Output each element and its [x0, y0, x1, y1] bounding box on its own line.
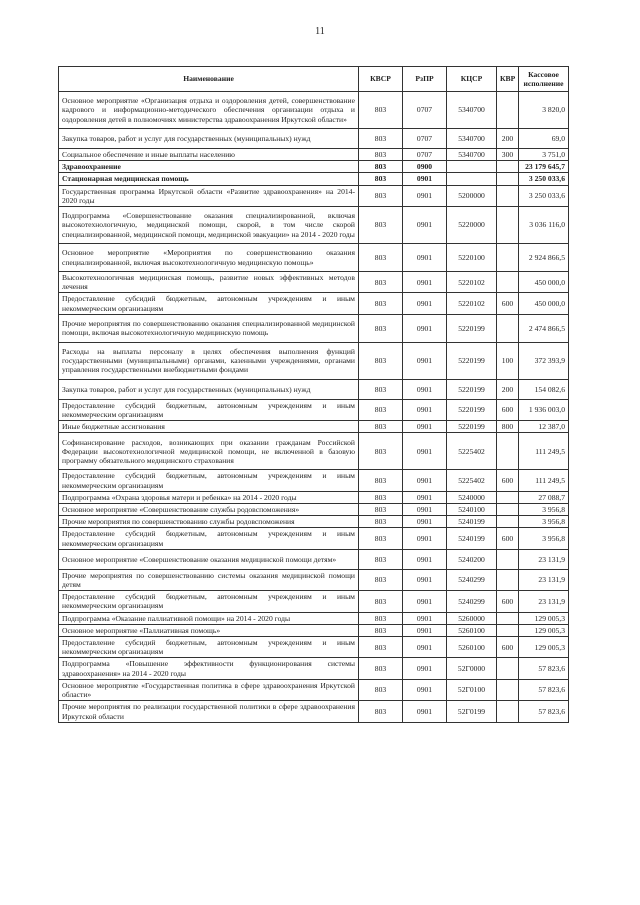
row-sum: 129 005,3	[519, 624, 569, 636]
row-kvr	[497, 161, 519, 173]
row-kcsr: 5220199	[447, 399, 497, 420]
row-kcsr: 5240200	[447, 549, 497, 569]
table-body	[59, 92, 569, 723]
table-row	[59, 433, 569, 470]
row-rzpr: 0901	[403, 272, 447, 293]
row-kvsr: 803	[359, 161, 403, 173]
row-sum: 3 956,8	[519, 504, 569, 516]
header-name: Наименование	[59, 67, 359, 92]
row-kcsr: 5240000	[447, 491, 497, 503]
row-rzpr: 0901	[403, 624, 447, 636]
row-kvr	[497, 272, 519, 293]
row-name: Прочие мероприятия по реализации государственной политики в сфере здравоохранения Иркутской области	[59, 701, 359, 722]
row-kvsr: 803	[359, 591, 403, 612]
table-row	[59, 637, 569, 658]
row-kvr	[497, 679, 519, 700]
row-rzpr: 0901	[403, 314, 447, 342]
table-row	[59, 244, 569, 272]
row-name: Государственная программа Иркутской области «Развитие здравоохранения» на 2014-2020 годы	[59, 185, 359, 206]
row-sum: 23 131,9	[519, 569, 569, 590]
row-kvsr: 803	[359, 516, 403, 528]
row-name: Закупка товаров, работ и услуг для государственных (муниципальных) нужд	[59, 379, 359, 399]
row-rzpr: 0901	[403, 637, 447, 658]
row-name: Предоставление субсидий бюджетным, автономным учреждениям и иным некоммерческим организациям	[59, 591, 359, 612]
row-kvr: 200	[497, 379, 519, 399]
row-rzpr: 0707	[403, 149, 447, 161]
table-row	[59, 161, 569, 173]
row-kvr	[497, 549, 519, 569]
row-kvsr: 803	[359, 701, 403, 722]
row-kvsr: 803	[359, 491, 403, 503]
row-kvsr: 803	[359, 379, 403, 399]
row-sum: 372 393,9	[519, 342, 569, 379]
row-sum: 3 956,8	[519, 528, 569, 549]
row-kcsr	[447, 173, 497, 185]
row-kvr: 600	[497, 470, 519, 491]
header-kvsr: КВСР	[359, 67, 403, 92]
row-kvr	[497, 624, 519, 636]
table-row	[59, 504, 569, 516]
table-row	[59, 272, 569, 293]
row-kvsr: 803	[359, 421, 403, 433]
row-kvr	[497, 433, 519, 470]
row-sum: 23 131,9	[519, 549, 569, 569]
row-sum: 27 088,7	[519, 491, 569, 503]
row-sum: 1 936 003,0	[519, 399, 569, 420]
row-sum: 57 823,6	[519, 701, 569, 722]
row-name: Предоставление субсидий бюджетным, автономным учреждениям и иным некоммерческим организациям	[59, 293, 359, 314]
table-row	[59, 549, 569, 569]
row-kcsr: 5225402	[447, 433, 497, 470]
table-row	[59, 491, 569, 503]
row-name: Основное мероприятие «Государственная политика в сфере здравоохранения Иркутской области»	[59, 679, 359, 700]
row-rzpr: 0707	[403, 92, 447, 129]
row-sum: 3 036 116,0	[519, 207, 569, 244]
row-kvr	[497, 92, 519, 129]
row-kcsr: 52Г0199	[447, 701, 497, 722]
row-sum: 3 250 033,6	[519, 185, 569, 206]
row-kvr: 800	[497, 421, 519, 433]
page-number: 11	[315, 26, 325, 37]
row-kvr	[497, 569, 519, 590]
row-kvr	[497, 314, 519, 342]
row-kvsr: 803	[359, 293, 403, 314]
row-name: Основное мероприятие «Совершенствование службы родовспоможения»	[59, 504, 359, 516]
table-row	[59, 314, 569, 342]
row-rzpr: 0901	[403, 470, 447, 491]
row-kcsr: 5260000	[447, 612, 497, 624]
row-kvsr: 803	[359, 433, 403, 470]
row-sum: 57 823,6	[519, 679, 569, 700]
table-row	[59, 399, 569, 420]
row-kcsr: 5220199	[447, 342, 497, 379]
row-kcsr: 5220102	[447, 272, 497, 293]
row-sum: 450 000,0	[519, 272, 569, 293]
table-row	[59, 528, 569, 549]
table-row	[59, 569, 569, 590]
row-kvsr: 803	[359, 149, 403, 161]
row-kvr: 600	[497, 637, 519, 658]
table-row	[59, 701, 569, 722]
row-kvsr: 803	[359, 528, 403, 549]
row-name: Расходы на выплаты персоналу в целях обеспечения выполнения функций государственными (муниципальными) органами, казенными учреждениями, органами управления государственными внебюджетными фондами	[59, 342, 359, 379]
row-name: Основное мероприятие «Паллиативная помощь»	[59, 624, 359, 636]
row-kvr: 600	[497, 591, 519, 612]
row-name: Подпрограмма «Оказание паллиативной помощи» на 2014 - 2020 годы	[59, 612, 359, 624]
row-rzpr: 0901	[403, 379, 447, 399]
table-row	[59, 421, 569, 433]
row-rzpr: 0901	[403, 516, 447, 528]
row-name: Предоставление субсидий бюджетным, автономным учреждениям и иным некоммерческим организациям	[59, 470, 359, 491]
row-sum: 3 820,0	[519, 92, 569, 129]
table-row	[59, 624, 569, 636]
row-kvsr: 803	[359, 504, 403, 516]
row-name: Высокотехнологичная медицинская помощь, развитие новых эффективных методов лечения	[59, 272, 359, 293]
row-rzpr: 0901	[403, 658, 447, 679]
row-name: Прочие мероприятия по совершенствованию оказания специализированной медицинской помощи, включая высокотехнологичную медицинскую помощь	[59, 314, 359, 342]
row-name: Иные бюджетные ассигнования	[59, 421, 359, 433]
row-kvr	[497, 612, 519, 624]
row-rzpr: 0900	[403, 161, 447, 173]
table-row	[59, 293, 569, 314]
row-sum: 111 249,5	[519, 433, 569, 470]
row-rzpr: 0901	[403, 185, 447, 206]
row-kvr	[497, 173, 519, 185]
row-rzpr: 0901	[403, 679, 447, 700]
row-kcsr: 5260100	[447, 637, 497, 658]
table-row	[59, 379, 569, 399]
row-kvsr: 803	[359, 272, 403, 293]
row-kvsr: 803	[359, 314, 403, 342]
row-sum: 12 387,0	[519, 421, 569, 433]
row-sum: 154 082,6	[519, 379, 569, 399]
row-name: Прочие мероприятия по совершенствованию службы родовспоможения	[59, 516, 359, 528]
row-kcsr: 5200000	[447, 185, 497, 206]
row-kvsr: 803	[359, 129, 403, 149]
row-name: Предоставление субсидий бюджетным, автономным учреждениям и иным некоммерческим организациям	[59, 528, 359, 549]
row-kcsr: 5340700	[447, 92, 497, 129]
row-name: Подпрограмма «Повышение эффективности функционирования системы здравоохранения» на 2014 - 2020 годы	[59, 658, 359, 679]
row-name: Закупка товаров, работ и услуг для государственных (муниципальных) нужд	[59, 129, 359, 149]
row-name: Предоставление субсидий бюджетным, автономным учреждениям и иным некоммерческим организациям	[59, 399, 359, 420]
table-row	[59, 658, 569, 679]
row-rzpr: 0901	[403, 173, 447, 185]
table-header-row	[59, 67, 569, 92]
row-name: Подпрограмма «Охрана здоровья матери и ребенка» на 2014 - 2020 годы	[59, 491, 359, 503]
row-kvr	[497, 185, 519, 206]
row-sum: 3 751,0	[519, 149, 569, 161]
row-kcsr: 52Г0000	[447, 658, 497, 679]
table-row	[59, 342, 569, 379]
row-kvr	[497, 491, 519, 503]
row-kvr	[497, 516, 519, 528]
header-kvr: КВР	[497, 67, 519, 92]
row-kcsr: 5340700	[447, 149, 497, 161]
header-sum: Кассовое исполнение	[519, 67, 569, 92]
row-kvsr: 803	[359, 207, 403, 244]
row-name: Основное мероприятие «Организация отдыха и оздоровления детей, совершенствование кадрового и информационно-методического обеспечения организации отдыха и оздоровления детей в полномочиях министерства здравоохранения Иркутской области»	[59, 92, 359, 129]
table-row	[59, 612, 569, 624]
row-rzpr: 0901	[403, 342, 447, 379]
row-kvsr: 803	[359, 679, 403, 700]
row-rzpr: 0901	[403, 504, 447, 516]
row-name: Основное мероприятие «Совершенствование оказания медицинской помощи детям»	[59, 549, 359, 569]
row-name: Социальное обеспечение и иные выплаты населению	[59, 149, 359, 161]
row-sum: 129 005,3	[519, 612, 569, 624]
row-kvr: 600	[497, 399, 519, 420]
row-kvsr: 803	[359, 637, 403, 658]
row-kvr	[497, 244, 519, 272]
row-kvsr: 803	[359, 569, 403, 590]
row-kvr: 600	[497, 293, 519, 314]
row-rzpr: 0901	[403, 399, 447, 420]
row-kvsr: 803	[359, 92, 403, 129]
row-sum: 3 250 033,6	[519, 173, 569, 185]
row-rzpr: 0901	[403, 207, 447, 244]
row-kvr	[497, 504, 519, 516]
row-kvr	[497, 658, 519, 679]
row-rzpr: 0901	[403, 591, 447, 612]
table-row	[59, 591, 569, 612]
row-kcsr: 5260100	[447, 624, 497, 636]
table-row	[59, 129, 569, 149]
row-name: Стационарная медицинская помощь	[59, 173, 359, 185]
row-kvsr: 803	[359, 244, 403, 272]
row-kvr: 600	[497, 528, 519, 549]
row-name: Подпрограмма «Совершенствование оказания специализированной, включая высокотехнологичную, медицинской помощи, скорой, в том числе скорой специализированной, медицинской помощи, медицинской эвакуации» на 2014 - 2020 годы	[59, 207, 359, 244]
row-kcsr: 52Г0100	[447, 679, 497, 700]
row-kvr	[497, 207, 519, 244]
table-row	[59, 173, 569, 185]
row-rzpr: 0901	[403, 244, 447, 272]
row-kvsr: 803	[359, 612, 403, 624]
row-kcsr: 5340700	[447, 129, 497, 149]
table-row	[59, 470, 569, 491]
row-kvsr: 803	[359, 173, 403, 185]
row-kcsr: 5240199	[447, 528, 497, 549]
row-sum: 129 005,3	[519, 637, 569, 658]
row-rzpr: 0901	[403, 528, 447, 549]
row-kvr: 300	[497, 149, 519, 161]
row-kcsr: 5220199	[447, 421, 497, 433]
table-row	[59, 516, 569, 528]
row-rzpr: 0901	[403, 421, 447, 433]
row-kvr: 100	[497, 342, 519, 379]
row-kvsr: 803	[359, 470, 403, 491]
row-kvsr: 803	[359, 658, 403, 679]
row-name: Прочие мероприятия по совершенствованию системы оказания медицинской помощи детям	[59, 569, 359, 590]
table-row	[59, 679, 569, 700]
row-kvsr: 803	[359, 624, 403, 636]
row-name: Основное мероприятие «Мероприятия по совершенствованию оказания специализированной, включая высокотехнологичную медицинскую помощь»	[59, 244, 359, 272]
row-kvsr: 803	[359, 399, 403, 420]
row-kcsr: 5240299	[447, 591, 497, 612]
row-kcsr: 5220102	[447, 293, 497, 314]
row-name: Предоставление субсидий бюджетным, автономным учреждениям и иным некоммерческим организациям	[59, 637, 359, 658]
row-kvsr: 803	[359, 549, 403, 569]
header-kcsr: КЦСР	[447, 67, 497, 92]
budget-table	[58, 66, 569, 723]
row-kcsr: 5240299	[447, 569, 497, 590]
row-kcsr	[447, 161, 497, 173]
row-kcsr: 5220199	[447, 379, 497, 399]
table-row	[59, 149, 569, 161]
row-rzpr: 0901	[403, 569, 447, 590]
row-sum: 3 956,8	[519, 516, 569, 528]
row-kcsr: 5240199	[447, 516, 497, 528]
row-rzpr: 0901	[403, 612, 447, 624]
row-sum: 450 000,0	[519, 293, 569, 314]
row-rzpr: 0901	[403, 433, 447, 470]
row-kvsr: 803	[359, 342, 403, 379]
row-rzpr: 0901	[403, 293, 447, 314]
header-rzpr: РзПР	[403, 67, 447, 92]
table-row	[59, 185, 569, 206]
row-kcsr: 5240100	[447, 504, 497, 516]
table-row	[59, 207, 569, 244]
row-kvr	[497, 701, 519, 722]
row-rzpr: 0901	[403, 549, 447, 569]
row-sum: 23 131,9	[519, 591, 569, 612]
row-kcsr: 5220100	[447, 244, 497, 272]
row-kcsr: 5225402	[447, 470, 497, 491]
row-rzpr: 0901	[403, 491, 447, 503]
table-row	[59, 92, 569, 129]
row-kcsr: 5220199	[447, 314, 497, 342]
row-sum: 23 179 645,7	[519, 161, 569, 173]
row-rzpr: 0901	[403, 701, 447, 722]
row-kvsr: 803	[359, 185, 403, 206]
row-kvr: 200	[497, 129, 519, 149]
row-kcsr: 5220000	[447, 207, 497, 244]
row-name: Здравоохранение	[59, 161, 359, 173]
row-rzpr: 0707	[403, 129, 447, 149]
row-sum: 57 823,6	[519, 658, 569, 679]
row-sum: 2 924 866,5	[519, 244, 569, 272]
row-sum: 111 249,5	[519, 470, 569, 491]
row-sum: 2 474 866,5	[519, 314, 569, 342]
row-sum: 69,0	[519, 129, 569, 149]
row-name: Софинансирование расходов, возникающих при оказании гражданам Российской Федерации высокотехнологичной медицинской помощи, не включенной в базовую программу обязательного медицинского страхования	[59, 433, 359, 470]
